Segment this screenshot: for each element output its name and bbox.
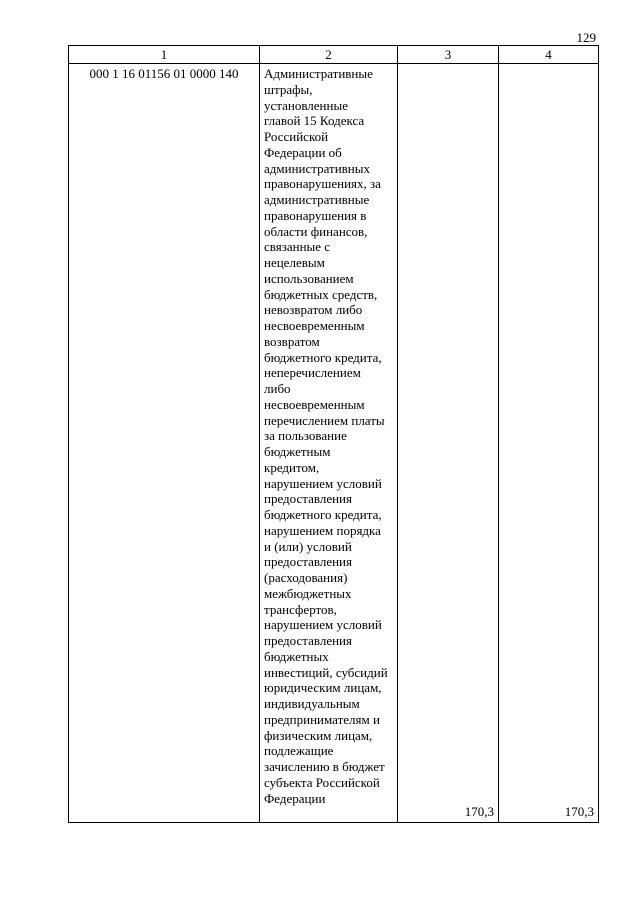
revenue-name-line: административные: [264, 192, 370, 207]
revenue-name-line: Российской: [264, 129, 329, 144]
revenue-name-line: нарушением условий: [264, 475, 382, 491]
revenue-name-line: правонарушения в: [264, 207, 367, 223]
revenue-name-line: предоставления: [264, 633, 352, 648]
revenue-name-line: невозвратом либо: [264, 302, 363, 318]
revenue-name-line: бюджетных средств,: [264, 286, 378, 302]
revenue-name-line: главой 15 Кодекса: [264, 113, 365, 129]
table-header-row: [69, 46, 599, 64]
column-header-2: 2: [260, 46, 398, 64]
revenue-name-line: физическим лицам,: [264, 727, 373, 743]
revenue-name-line: (расходования): [264, 570, 348, 585]
revenue-name-line: межбюджетных: [264, 585, 352, 601]
value-column-4-cell: [499, 64, 599, 823]
revenue-name-line: Административные: [264, 66, 373, 81]
revenue-name-line: несвоевременным: [264, 396, 365, 412]
value-column-4: 170,3: [564, 804, 594, 819]
page-number: 129: [576, 30, 596, 45]
value-column-3-cell: [398, 64, 499, 823]
revenue-name-line: и (или) условий: [264, 538, 352, 554]
column-header-3: 3: [398, 46, 499, 64]
revenue-name-text: [260, 64, 397, 806]
revenue-name-line: несвоевременным: [264, 318, 365, 333]
revenue-name-line: правонарушениях, за: [264, 176, 381, 192]
revenue-name-cell: [260, 64, 398, 823]
budget-table: [68, 45, 599, 823]
revenue-name-line: трансфертов,: [264, 601, 337, 617]
revenue-name-line: бюджетного кредита,: [264, 507, 382, 522]
revenue-name-line: либо: [264, 381, 291, 396]
revenue-name-line: индивидуальным: [264, 696, 360, 711]
revenue-name-line: юридическим лицам,: [264, 680, 382, 696]
revenue-name-line: за пользование: [264, 428, 347, 444]
budget-code-cell: 000 1 16 01156 01 0000 140: [69, 64, 260, 823]
revenue-name-line: штрафы,: [264, 81, 313, 97]
revenue-name-line: использованием: [264, 270, 354, 286]
revenue-name-line: области финансов,: [264, 223, 368, 239]
revenue-name-line: бюджетного кредита,: [264, 349, 382, 365]
column-header-1: 1: [69, 46, 260, 64]
revenue-name-line: субъекта Российской: [264, 774, 380, 790]
revenue-name-line: Федерации: [264, 790, 326, 806]
revenue-name-line: зачислению в бюджет: [264, 759, 385, 774]
revenue-name-line: бюджетным: [264, 444, 331, 459]
revenue-name-line: неперечислением: [264, 365, 361, 381]
column-header-4: 4: [499, 46, 599, 64]
revenue-name-line: нарушением условий: [264, 617, 382, 633]
revenue-name-line: предоставления: [264, 491, 352, 507]
value-column-3: 170,3: [464, 804, 494, 819]
revenue-name-line: подлежащие: [264, 743, 334, 759]
revenue-name-line: установленные: [264, 97, 348, 113]
revenue-name-line: нецелевым: [264, 255, 325, 270]
revenue-name-line: связанные с: [264, 239, 331, 255]
revenue-name-line: Федерации об: [264, 144, 342, 160]
revenue-name-line: бюджетных: [264, 648, 329, 664]
revenue-name-line: возвратом: [264, 333, 320, 349]
revenue-name-line: административных: [264, 160, 370, 176]
revenue-name-line: инвестиций, субсидий: [264, 664, 388, 680]
revenue-name-line: предоставления: [264, 554, 352, 570]
table-row: [69, 64, 599, 823]
revenue-name-line: перечислением платы: [264, 412, 385, 428]
revenue-name-line: нарушением порядка: [264, 522, 381, 538]
revenue-name-line: кредитом,: [264, 459, 320, 475]
revenue-name-line: предпринимателям и: [264, 711, 380, 727]
